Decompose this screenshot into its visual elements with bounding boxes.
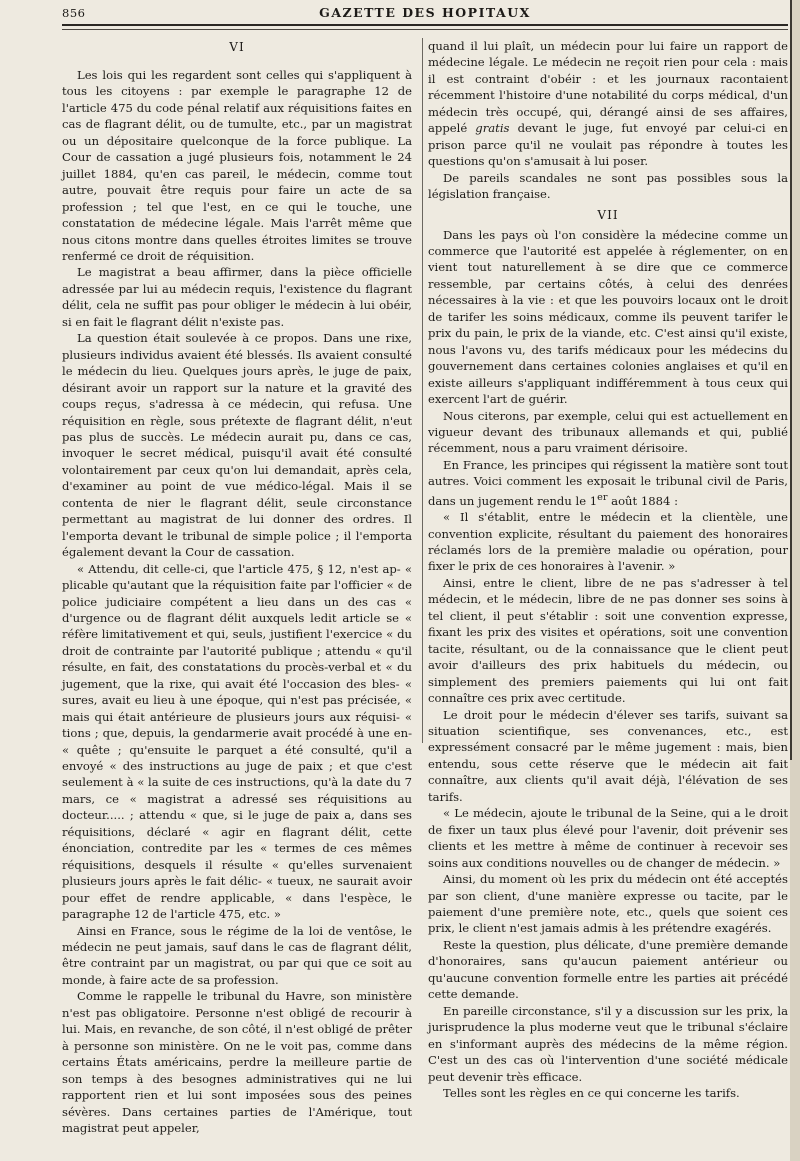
header-rule-thin <box>62 29 788 30</box>
court-citation: « Attendu, dit celle-ci, que l'article 475, § 12, n'est ap- « plicable qu'autant que la réquisition faite par l'officier « de police judiciaire compétent a lieu dans un des cas « d'urgence ou de flagrant délit auxquels ledit article se « réfère limitativement et qui, seuls, justifient l'exercice « du droit de contrainte par l'autorité publique ; attendu « qu'il résulte, en fait, des constatations du procès-verbal et « du jugement, que la rixe, qui avait été l'occasion des bles- « sures, avait eu lieu à une époque, qui n'est pas précisée, « mais qui était antérieure de plusieurs jours aux réquisi- « tions ; que, depuis, la gendarmerie avait procédé à une en- « quête ; qu'ensuite le parquet a été consulté, qu'il a envoyé « des instructions au juge de paix ; et que c'est seulement à « la suite de ces instructions, qu'à la date du 7 mars, ce « magistrat a adressé ses réquisitions au docteur..... ; attendu « que, si le juge de paix a, dans ses réquisitions, déclaré « agir en flagrant délit, cette énonciation, contredite par les « termes de ces mêmes réquisitions, desquels il résulte « qu'elles survenaient plusieurs jours après le fait délic- « tueux, ne saurait avoir pour effet de rendre applicable, « dans l'espèce, le paragraphe 12 de l'article 475, etc. » <box>62 561 412 922</box>
paragraph: Reste la question, plus délicate, d'une première demande d'honoraires, sans qu'aucun paiement antérieur ou qu'aucune convention formelle entre les parties ait précédé cette demande. <box>428 937 788 1002</box>
section-heading-vi: VI <box>229 40 245 54</box>
right-column <box>428 38 788 1101</box>
paragraph: Ainsi en France, sous le régime de la loi de ventôse, le médecin ne peut jamais, sauf dans le cas de flagrant délit, être contraint par un magistrat, ou par qui que ce soit au monde, à faire acte de sa profession. <box>62 923 412 987</box>
paragraph: Les lois qui les regardent sont celles qui s'appliquent à tous les citoyens : par exemple le paragraphe 12 de l'article 475 du code pénal relatif aux réquisitions faites en cas de flagrant délit, ou de tumulte, etc., par un magistrat ou un dépositaire quelconque de la force publique. La Cour de cassation a jugé plusieurs fois, notamment le 24 juillet 1884, qu'en cas pareil, le médecin, comme tout autre, pouvait être requis pour faire un acte de sa profession ; tel que l'est, en ce qui le touche, une constatation de médecine légale. Mais l'arrêt même que nous citons montre dans quelles étroites limites se trouve renfermé ce droit de réquisition. <box>62 68 412 263</box>
paragraph: La question était soulevée à ce propos. Dans une rixe, plusieurs individus avaient été blessés. Ils avaient consulté le médecin du lieu. Quelques jours après, le juge de paix, désirant avoir un rapport sur la nature et la gravité des coups reçus, s'adressa à ce médecin, qui refusa. Une réquisition en règle, sous prétexte de flagrant délit, n'eut pas plus de succès. Le médecin aurait pu, dans ce cas, invoquer le secret médical, puisqu'il avait été consulté volontairement par ceux qu'on lui demandait, après cela, d'examiner au point de vue médico-légal. Mais il se contenta de nier le flagrant délit, seule circonstance permettant au magistrat de lui donner des ordres. Il l'emporta devant le tribunal de simple police ; il l'emporta également devant la Cour de cassation. <box>62 331 412 560</box>
italic-word: gratis <box>475 121 510 136</box>
paragraph: Telles sont les règles en ce qui concerne les tarifs. <box>443 1085 740 1100</box>
paragraph: Ainsi, du moment où les prix du médecin ont été acceptés par son client, d'une manière expresse ou tacite, par le paiement d'une première note, etc., quels que soient ces prix, le client n'est jamais admis à les prétendre exagérés. <box>428 872 788 936</box>
paragraph: Le droit pour le médecin d'élever ses tarifs, suivant sa situation scientifique, ses convenances, etc., est expressément consacré par le même jugement : mais, bien entendu, sous cette réserve que le médecin ait fait connaître, aux clients qu'il avait déjà, l'élévation de ses tarifs. <box>428 707 788 804</box>
paragraph: Dans les pays où l'on considère la médecine comme un commerce que l'autorité est appelée à réglementer, on en vient tout naturellement à se dire que ce commerce ressemble, par certains côtés, à celui des denrées nécessaires à la vie : et que les pouvoirs locaux ont le droit de tarifer les soins médicaux, comme ils peuvent tarifer le prix du pain, le prix de la viande, etc. C'est ainsi qu'il existe, nous l'avons vu, des tarifs médicaux pour les médecins du gouvernement dans certaines colonies anglaises et qu'il en existe ailleurs s'appliquant indifféremment à tous ceux qui exercent l'art de guérir. <box>428 227 788 407</box>
paragraph-continued <box>428 38 788 170</box>
paragraph: Ainsi, entre le client, libre de ne pas s'adresser à tel médecin, et le médecin, libre de ne pas donner ses soins à tel client, il peut s'établir : soit une convention expresse, fixant les prix des visites et opérations, soit une convention tacite, résultant, ou de la connaissance que le client peut avoir d'ailleurs des prix habituels du médecin, ou simplement des premiers paiements qui lui ont fait connaître ces prix avec certitude. <box>428 575 788 706</box>
header-rule <box>62 24 788 26</box>
binding-line <box>790 0 792 760</box>
column-divider <box>422 38 423 743</box>
paragraph: Le magistrat a beau affirmer, dans la pièce officielle adressée par lui au médecin requis, l'existence du flagrant délit, cela ne suffit pas pour obliger le médecin à lui obéir, si en fait le flagrant délit n'existe pas. <box>62 265 412 329</box>
paragraph: De pareils scandales ne sont pas possibles sous la législation française. <box>428 170 788 202</box>
page-header <box>62 2 788 24</box>
page-number: 856 <box>62 6 86 20</box>
court-quote: « Le médecin, ajoute le tribunal de la Seine, qui a le droit de fixer un taux plus élevé pour l'avenir, doit prévenir ses clients et les mettre à même de continuer à recevoir ses soins aux conditions nouvelles ou de changer de médecin. » <box>428 806 788 870</box>
paragraph: En pareille circonstance, s'il y a discussion sur les prix, la jurisprudence la plus moderne veut que le tribunal s'éclaire en s'informant auprès des médecins de la même région. C'est un des cas où l'intervention d'une société médicale peut devenir très efficace. <box>428 1003 788 1084</box>
paragraph <box>428 457 788 509</box>
court-quote: « Il s'établit, entre le médecin et la clientèle, une convention explicite, résultant du paiement des honoraires réclamés lors de la première maladie ou opération, pour fixer le prix de ces honoraires à l'avenir. » <box>428 510 788 574</box>
journal-title: GAZETTE DES HOPITAUX <box>319 5 531 20</box>
section-heading-vii: VII <box>597 207 619 222</box>
left-column <box>62 38 412 1136</box>
paragraph: Nous citerons, par exemple, celui qui est actuellement en vigueur devant des tribunaux allemands et qui, publié récemment, nous a paru vraiment dérisoire. <box>428 408 788 456</box>
paragraph: Comme le rappelle le tribunal du Havre, son ministère n'est pas obligatoire. Personne n'est obligé de recourir à lui. Mais, en revanche, de son côté, il n'est obligé de prêter à personne son ministère. On ne le voit pas, comme dans certains États américains, perdre la meilleure partie de son temps à des besognes administratives qui ne lui rapportent rien et lui sont imposées sous des peines sévères. Dans certaines parties de l'Amérique, tout magistrat peut appeler, <box>62 989 412 1135</box>
text-span: quand il lui plaît, un médecin pour lui faire un rapport de médecine légale. Le médecin ne reçoit rien pour cela : mais il est contraint d'obéir : et les journaux racontaient récemment l'histoire d'une notabilité du corps médical, d'un médecin très occupé, qui, dérangé ainsi de ses affaires, appelé <box>428 39 788 136</box>
text-span: devant le juge, fut envoyé par celui-ci en prison parce qu'il ne voulait pas répondre à toutes les questions qu'on s'amusait à lui poser. <box>428 121 789 169</box>
superscript: er <box>597 491 608 503</box>
text-span: En France, les principes qui régissent la matière sont tout autres. Voici comment les exposait le tribunal civil de Paris, dans un jugement rendu le 1 <box>428 457 788 508</box>
text-span: août 1884 : <box>607 493 678 508</box>
